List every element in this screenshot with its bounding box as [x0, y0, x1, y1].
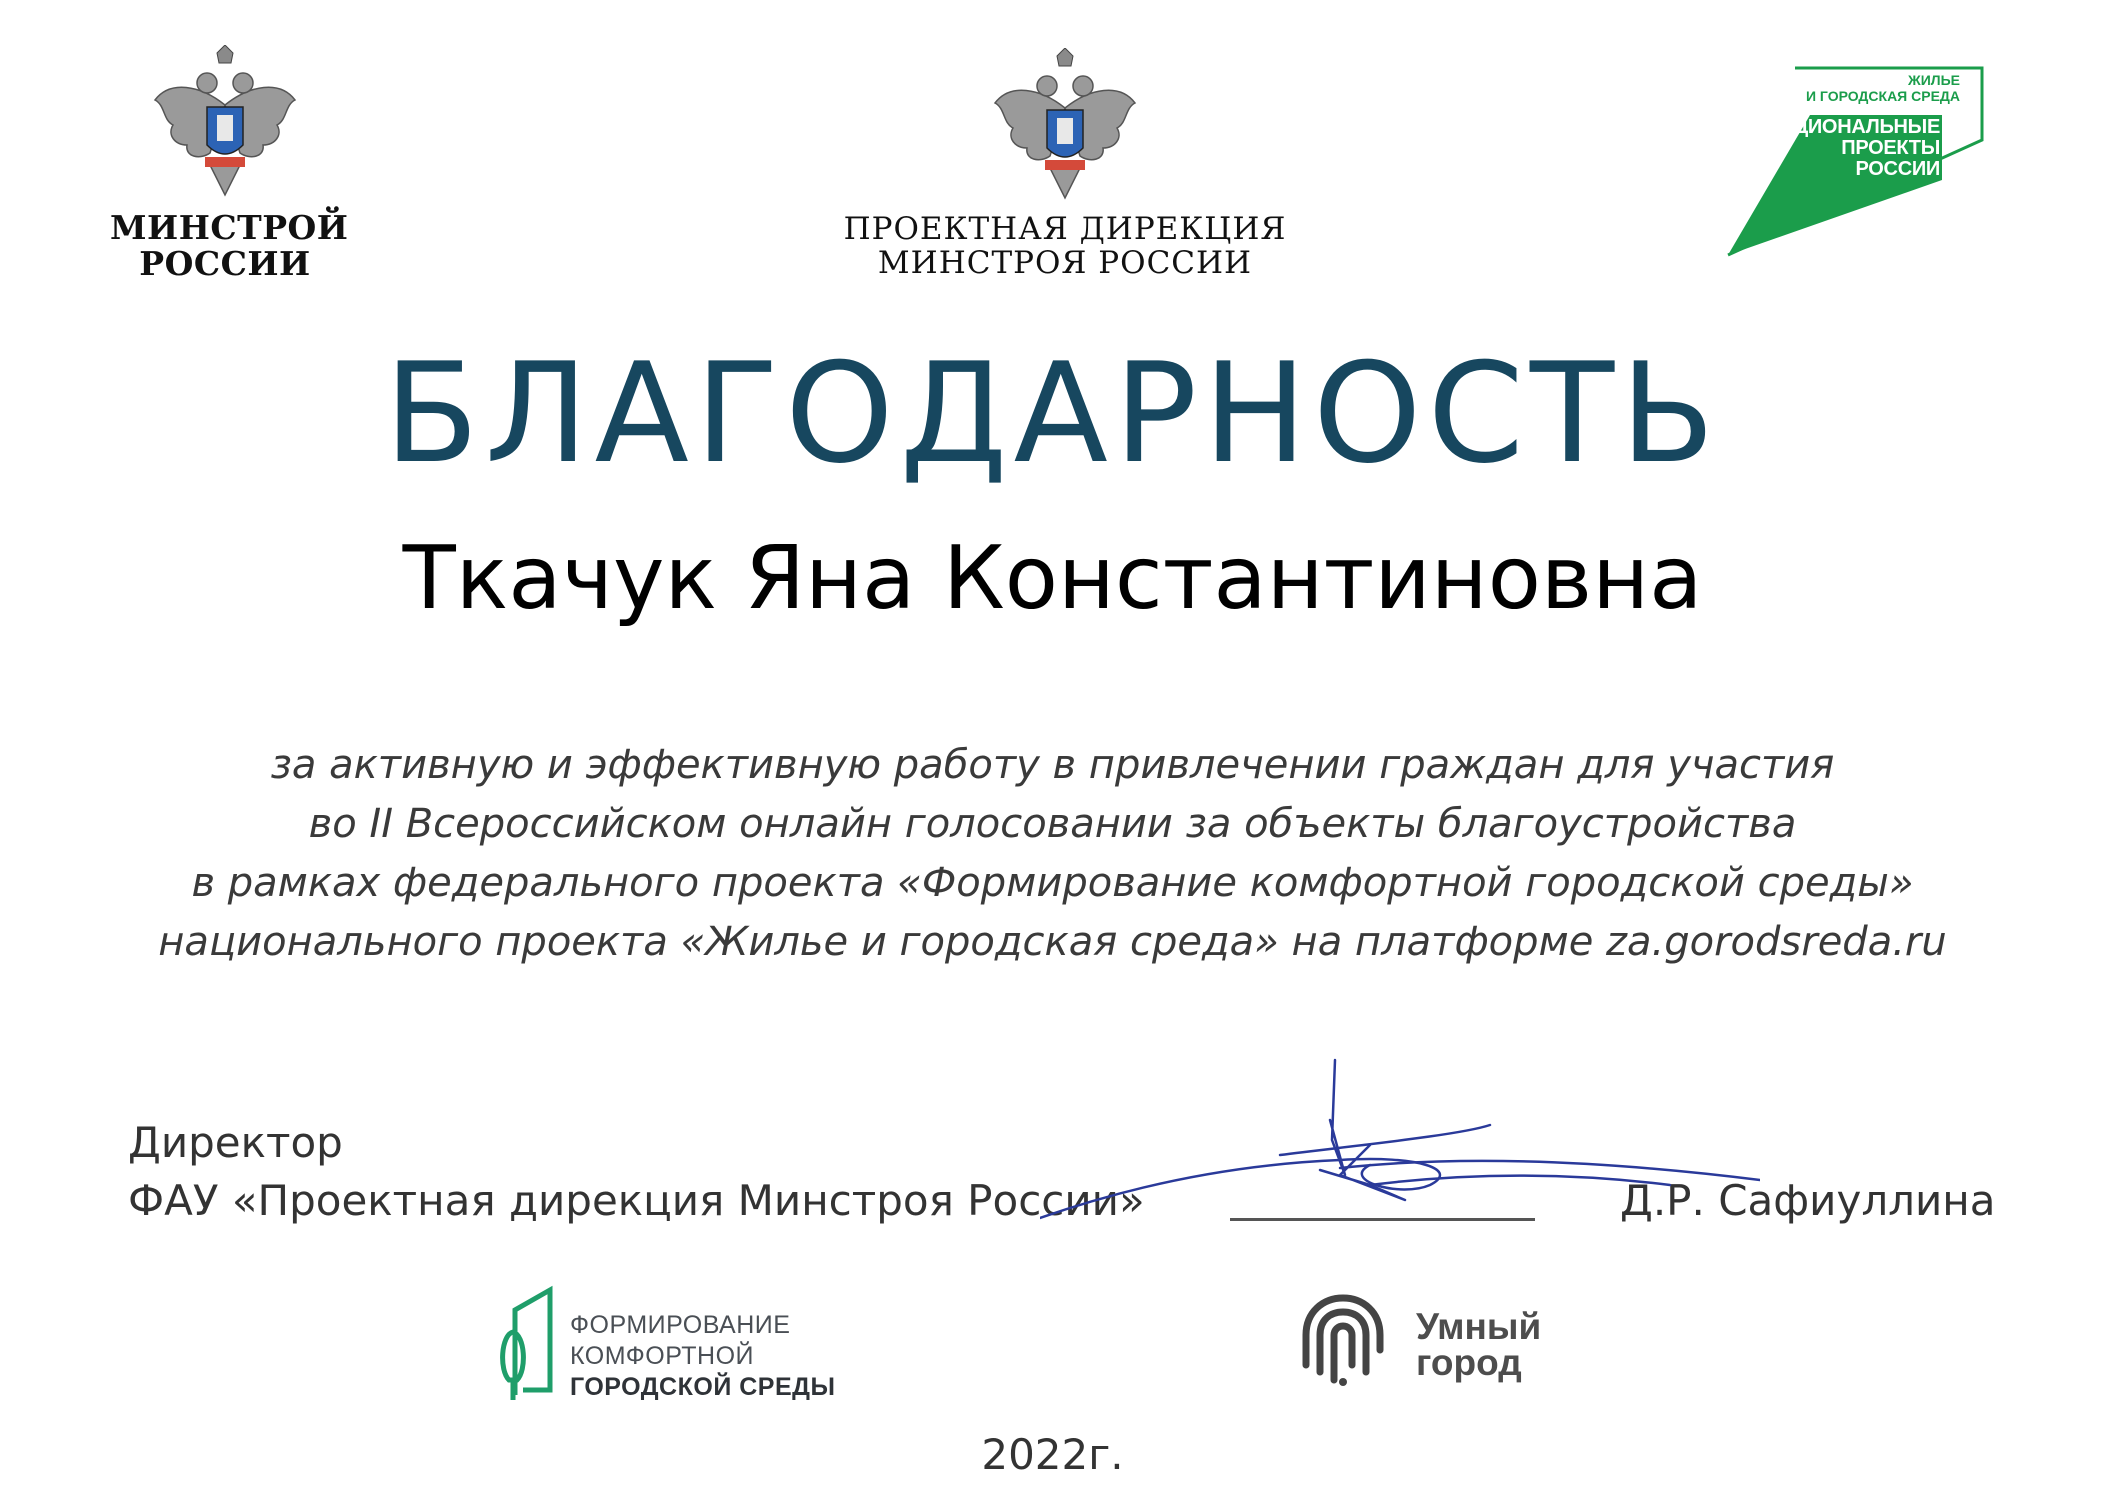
np-big-line2: ПРОЕКТЫ: [1841, 137, 1940, 159]
smart-city-line2: город: [1416, 1342, 1522, 1383]
center-eagle-emblem-icon: [985, 48, 1145, 208]
np-small-line1: ЖИЛЬЕ: [1908, 72, 1960, 88]
smart-city-logo: [1298, 1290, 1578, 1400]
project-directorate-logo-caption: [830, 212, 1300, 280]
fingerprint-icon: [1298, 1290, 1388, 1390]
handwritten-signature-icon: [1040, 1050, 1760, 1220]
project-directorate-line1: ПРОЕКТНАЯ ДИРЕКЦИЯ: [843, 211, 1287, 247]
np-big-line1: НАЦИОНАЛЬНЫЕ: [1765, 116, 1940, 138]
signatory-position-line1: Директор: [128, 1118, 343, 1167]
recipient-name: Ткачук Яна Константиновна: [402, 527, 1703, 629]
np-big-line3: РОССИИ: [1855, 158, 1940, 180]
certificate-year: 2022г.: [981, 1430, 1124, 1479]
minstroy-logo-line1: МИНСТРОЙ: [110, 208, 349, 247]
award-reason: [0, 736, 2105, 972]
smart-city-line1: Умный: [1416, 1306, 1542, 1347]
reason-line-2: во II Всероссийском онлайн голосовании за объекты благоустройства: [308, 801, 1797, 847]
national-projects-logo: [1720, 60, 2000, 260]
project-directorate-line2: МИНСТРОЯ РОССИИ: [877, 245, 1253, 282]
signatory-position-line2: ФАУ «Проектная дирекция Минстроя России»: [128, 1176, 1145, 1225]
np-small-line2: И ГОРОДСКАЯ СРЕДА: [1805, 88, 1960, 104]
certificate-title: БЛАГОДАРНОСТЬ: [384, 333, 1721, 494]
reason-line-1: за активную и эффективную работу в привлечении граждан для участия: [270, 742, 1835, 788]
reason-line-3: в рамках федерального проекта «Формирование комфортной городской среды»: [191, 860, 1914, 906]
fks-line2: КОМФОРТНОЙ: [570, 1342, 755, 1370]
fks-line1: ФОРМИРОВАНИЕ: [570, 1311, 791, 1339]
fks-line3: ГОРОДСКОЙ СРЕДЫ: [570, 1373, 836, 1401]
signatory-name: Д.Р. Сафиуллина: [1620, 1176, 1996, 1225]
fks-building-icon: [495, 1280, 565, 1400]
reason-line-4: национального проекта «Жилье и городская среда» на платформе za.gorodsreda.ru: [158, 919, 1947, 965]
comfortable-urban-environment-logo: [495, 1280, 855, 1410]
minstroy-logo-caption: [110, 208, 349, 284]
minstroy-logo-line2: РОССИИ: [139, 244, 311, 284]
left-eagle-emblem-icon: [145, 45, 305, 205]
